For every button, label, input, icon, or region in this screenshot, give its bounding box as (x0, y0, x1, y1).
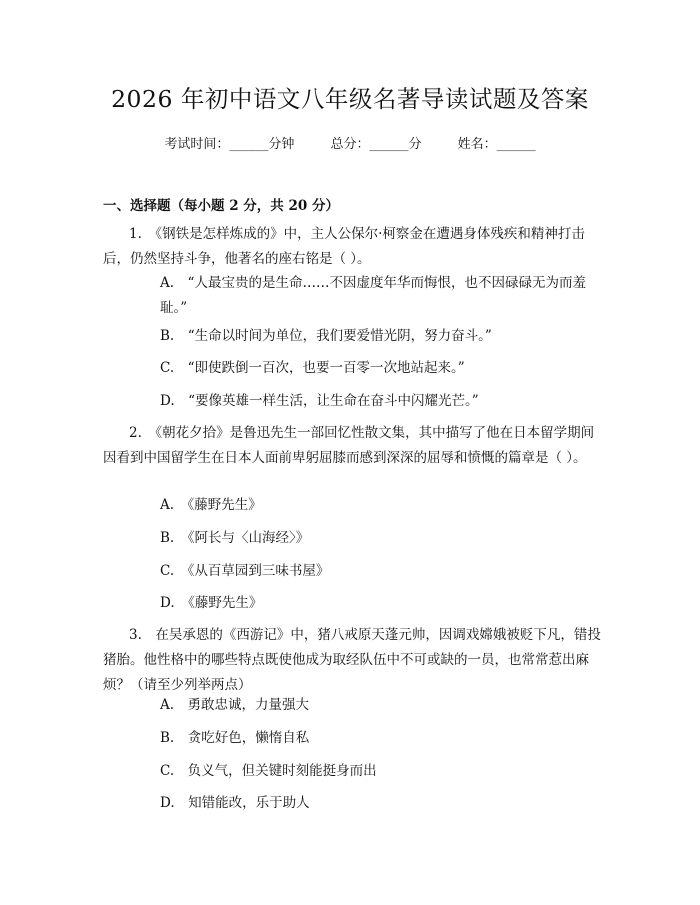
question-2-option-b: B. 《阿长与〈山海经〉》 (160, 530, 310, 546)
total-score-field: 总分：______分 (330, 137, 422, 152)
question-3-option-d: D. 知错能改，乐于助人 (160, 795, 310, 811)
exam-info-line (0, 133, 700, 152)
exam-time-field: 考试时间：______分钟 (164, 137, 295, 152)
section-heading: 一、选择题（每小题 2 分，共 20 分） (103, 198, 339, 214)
question-1-stem: 1. 《钢铁是怎样炼成的》中，主人公保尔·柯察金在遭遇身体残疾和精神打击后，仍然坚持斗争，他著名的座右铭是（ ）。 (103, 226, 585, 267)
question-1-option-a: A. “人最宝贵的是生命……不因虚度年华而悔恨，也不因碌碌无为而羞耻。” (160, 275, 586, 316)
question-3-stem: 3. 在吴承恩的《西游记》中，猪八戒原天蓬元帅，因调戏嫦娥被贬下凡，错投猪胎。他性格中的哪些特点既使他成为取经队伍中不可或缺的一员，也常常惹出麻烦？（请至少列举两点） (103, 627, 601, 693)
question-1-option-b: B. “生命以时间为单位，我们要爱惜光阴，努力奋斗。” (160, 328, 492, 344)
question-2-option-a: A. 《藤野先生》 (160, 497, 262, 513)
question-3-option-c: C. 负义气，但关键时刻能挺身而出 (160, 763, 377, 779)
student-name-field: 姓名：______ (457, 137, 536, 152)
question-2-stem: 2. 《朝花夕拾》是鲁迅先生一部回忆性散文集，其中描写了他在日本留学期间因看到中国留学生在日本人面前卑躬屈膝而感到深深的屈辱和愤慨的篇章是（ ）。 (103, 425, 595, 466)
question-3-option-a: A. 勇敢忠诚，力量强大 (160, 697, 310, 713)
question-1-option-c: C. “即使跌倒一百次，也要一百零一次地站起来。” (160, 360, 465, 376)
question-2-option-c: C. 《从百草园到三味书屋》 (160, 563, 330, 579)
question-2-option-d: D. 《藤野先生》 (160, 595, 263, 611)
question-3-option-b: B. 贪吃好色，懒惰自私 (160, 730, 310, 746)
question-1-option-d: D. “要像英雄一样生活，让生命在奋斗中闪耀光芒。” (160, 393, 479, 409)
page-title: 2026 年初中语文八年级名著导读试题及答案 (111, 85, 589, 113)
